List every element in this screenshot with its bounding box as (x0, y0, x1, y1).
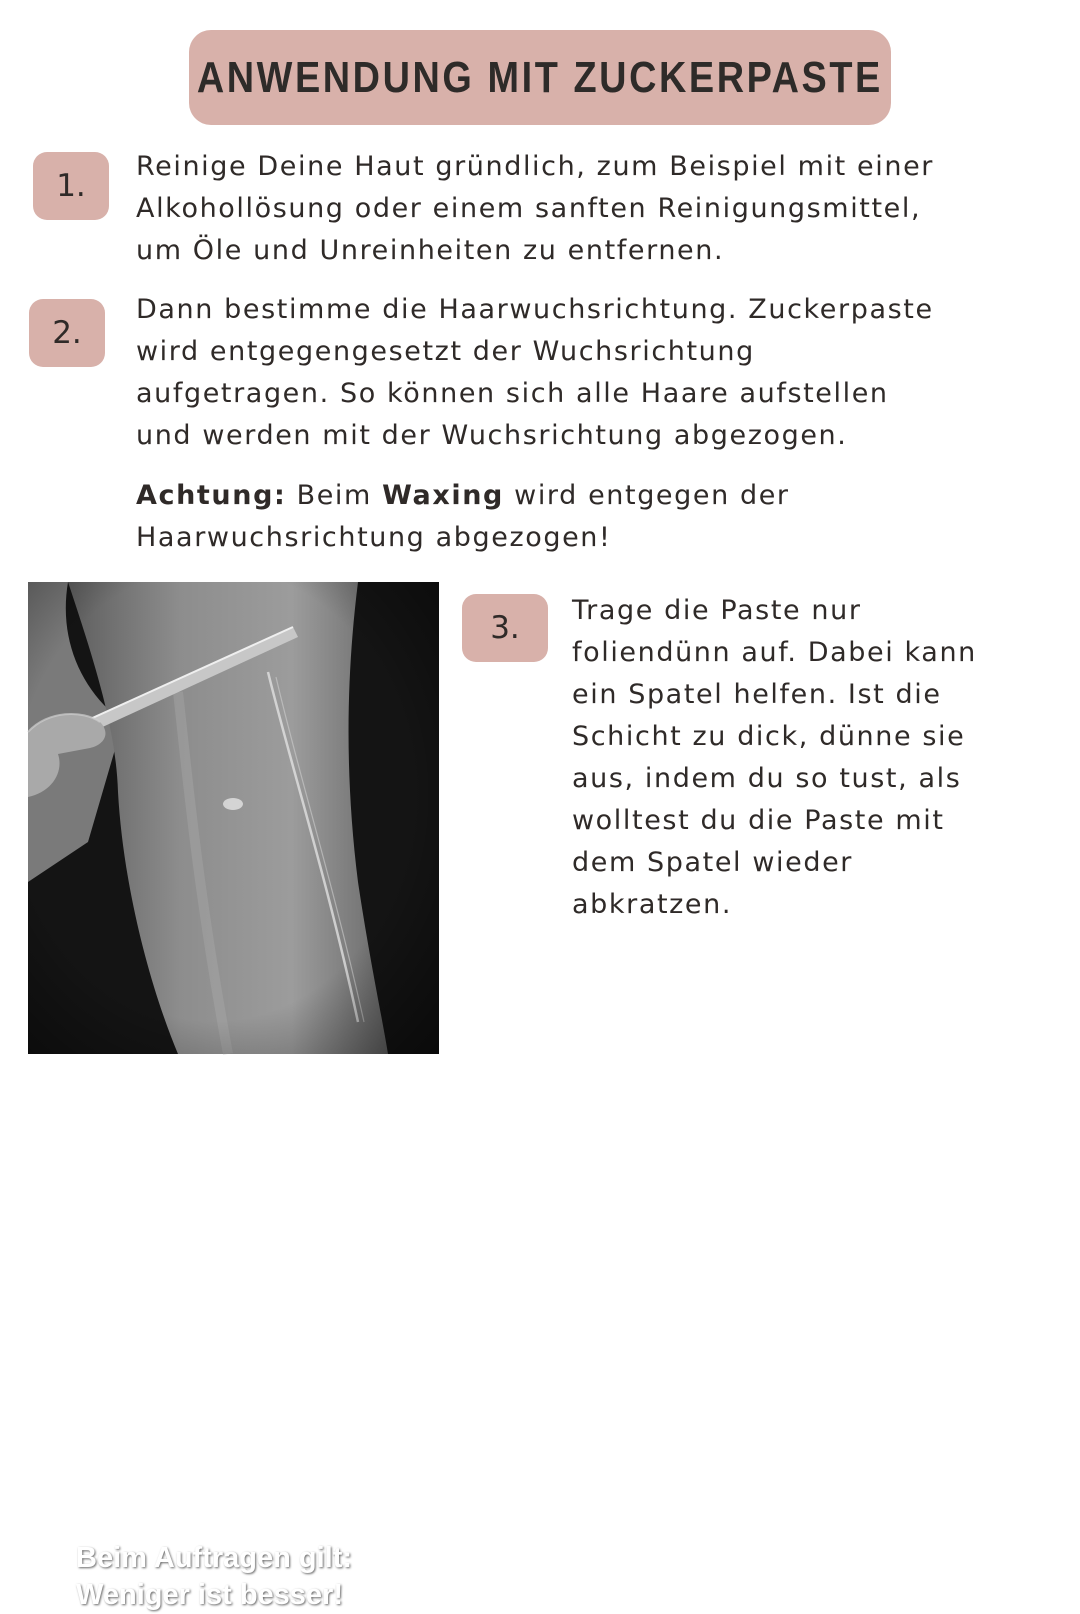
step-2-text (136, 289, 934, 457)
step-2-line: Dann bestimme die Haarwuchsrichtung. Zuckerpaste (136, 294, 934, 325)
step-3-number-badge (462, 594, 548, 662)
step-1-number: 1. (56, 168, 86, 204)
photo-caption-line: Weniger ist besser! (76, 1579, 344, 1611)
step-3-line: Schicht zu dick, dünne sie (572, 721, 966, 752)
step-3-line: Trage die Paste nur (572, 595, 862, 626)
page-title: ANWENDUNG MIT ZUCKERPASTE (196, 52, 884, 102)
warning-note-line (136, 475, 790, 517)
warning-note (136, 475, 790, 559)
warning-emphasis: Waxing (382, 480, 504, 511)
step-3-text (572, 590, 977, 926)
title-banner (189, 30, 891, 125)
warning-text: wird entgegen der (503, 480, 790, 511)
step-1-line: Alkohollösung oder einem sanften Reinigungsmittel, (136, 193, 922, 224)
step-3-line: ein Spatel helfen. Ist die (572, 679, 942, 710)
step-3-line: foliendünn auf. Dabei kann (572, 637, 977, 668)
photo-caption-line: Beim Auftragen gilt: (76, 1542, 353, 1574)
step-3-line: abkratzen. (572, 889, 733, 920)
step-3-line: wolltest du die Paste mit (572, 805, 945, 836)
step-2-line: und werden mit der Wuchsrichtung abgezogen. (136, 420, 848, 451)
step-1-text (136, 146, 934, 272)
step-2-line: wird entgegengesetzt der Wuchsrichtung (136, 336, 755, 367)
warning-label: Achtung: (136, 480, 287, 511)
step-2-number-badge (29, 299, 105, 367)
step-2-number: 2. (52, 315, 82, 351)
step-3-line: aus, indem du so tust, als (572, 763, 962, 794)
step-1-number-badge (33, 152, 109, 220)
application-photo (28, 582, 439, 1611)
step-1-line: Reinige Deine Haut gründlich, zum Beispiel mit einer (136, 151, 934, 182)
warning-note-line: Haarwuchsrichtung abgezogen! (136, 522, 612, 553)
step-3-number: 3. (490, 610, 520, 646)
arm-illustration (28, 582, 439, 1054)
step-2-line: aufgetragen. So können sich alle Haare aufstellen (136, 378, 889, 409)
step-1-line: um Öle und Unreinheiten zu entfernen. (136, 235, 725, 266)
warning-text: Beim (286, 480, 383, 511)
photo-caption (76, 1540, 352, 1614)
step-3-line: dem Spatel wieder (572, 847, 853, 878)
